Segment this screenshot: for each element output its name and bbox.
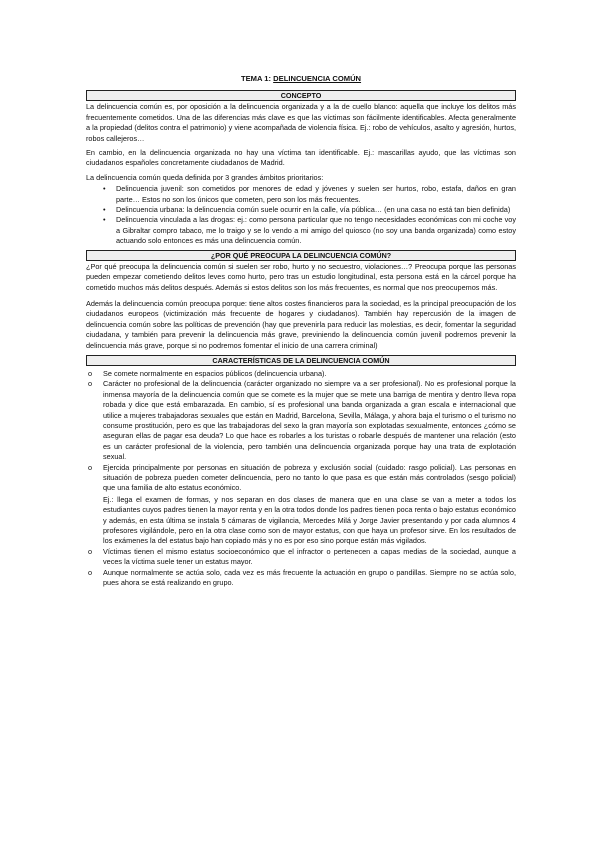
list-marker: o xyxy=(88,368,93,378)
concepto-paragraph-1: La delincuencia común es, por oposición a la delincuencia organizada y a la de cuello blanco: aquella que incluye los delitos más frecuentemente cometidos. Una de las diferencias más clave es que las víctimas son fácilmente identificables. Afecta generalmente a la propiedad (delitos contra el patrimonio) y viene acompañada de violencia física. Ej.: robo de vehículos, asalto y agresión, hurtos, robos callejeros… xyxy=(86,102,516,143)
list-marker: o xyxy=(88,567,93,577)
section-header-concepto: CONCEPTO xyxy=(86,90,516,101)
document-title xyxy=(86,74,516,84)
list-item: • Delincuencia vinculada a las drogas: ej.: como persona particular que no tengo necesidades económicas con mi coche voy a Gibraltar compro tabaco, me lo traigo y se lo vendo a mi amigo del quiosco (no soy una banda organizada) como estoy actuando solo entonces es más una delincuencia común. xyxy=(86,215,516,246)
list-item xyxy=(86,369,516,379)
concepto-paragraph-2: En cambio, en la delincuencia organizada no hay una víctima tan identificable. Ej.: mascarillas ayudo, que las víctimas son ciudadanos españoles concretamente ciudadanos de Madrid. xyxy=(86,148,516,168)
section-header-caracteristicas: CARACTERÍSTICAS DE LA DELINCUENCIA COMÚN xyxy=(86,355,516,366)
list-item-text: Se comete normalmente en espacios públicos (delincuencia urbana). xyxy=(103,368,327,378)
list-marker: o xyxy=(88,546,93,556)
title-topic: DELINCUENCIA COMÚN xyxy=(273,74,362,83)
list-item-example: Ej.: llega el examen de formas, y nos separan en dos clases de manera que en una clase se van a meter a todos los estudiantes cuyos padres tienen la mayor renta y en la otra todos donde los padres tienen poca renta o bajo estatus económico y además, en esta última se instala 5 cámaras de vigilancia, Mercedes Milá y Jorge Javier presentando y por cada alumnos 4 profesores vigilándole, pero en la otra clase como son de mayor estatus, con que haya un profesor sirve. En los resultados de los exámenes la del estatus bajo han copiado más y no es por eso sino porque están más vigilados. xyxy=(103,494,516,546)
list-item-text: Víctimas tienen el mismo estatus socioeconómico que el infractor o pertenecen a capas medias de la sociedad, aunque a veces la víctima suele tener un estatus mayor. xyxy=(103,546,516,567)
list-item xyxy=(86,379,516,462)
preocupa-paragraph-2: Además la delincuencia común preocupa porque: tiene altos costes financieros para la sociedad, es la principal preocupación de los ciudadanos europeos (victimización más frecuente de hogares y ciudadanos). También hay repercusión de la imagen de delincuencia común sobre las políticas de prevención (hay que prevenirla para reducir las molestias, es decir, fomentar la seguridad ciudadana, y también para prevenir la delincuencia más grave, previniendo la delincuencia común juvenil podremos prevenir la delincuencia más grave, porque si no podremos fomentar el inicio de una carrera criminal) xyxy=(86,298,516,350)
preocupa-paragraph-1: ¿Por qué preocupa la delincuencia común si suelen ser robo, hurto y no secuestro, violaciones…? Preocupa porque las personas pueden empezar cometiendo delitos leves como hurto, pero tras un estudio longitudinal, esta persona está en la cárcel porque ha cometido muchos más delitos después. Además si estos delitos son los más frecuentes, es normal que nos preocupemos más. xyxy=(86,261,516,292)
list-item xyxy=(86,547,516,568)
concepto-paragraph-3: La delincuencia común queda definida por 3 grandes ámbitos prioritarios: xyxy=(86,172,324,182)
title-prefix: TEMA 1: xyxy=(240,74,274,83)
list-item-text: Ejercida principalmente por personas en situación de pobreza y exclusión social (cuidado: rasgo policial). Las personas en situación de pobreza pueden cometer delincuencia, pero no tanto lo que pasa es que están más controlados (sesgo policial) que una familia de alto estatus económico. xyxy=(103,462,516,493)
list-marker: o xyxy=(88,462,93,472)
caracteristicas-list xyxy=(86,369,516,589)
ambitos-list xyxy=(86,184,516,246)
list-item-text: Carácter no profesional de la delincuencia (carácter organizado no siempre va a ser profesional). No es profesional porque la inmensa mayoría de la delincuencia común que se comete es la mujer que se mete una barriga de mentira y dentro lleva ropa robada y dice que está embarazada. En cambio, sí es profesional una banda organizada a gran escala e internacional que utilice a mujeres trabajadoras sexuales que están en Madrid, Barcelona, Sevilla, Málaga, y ahora baja el turismo o el turismo no consume prostitución, pero es que las trabajadoras del sexo la gran mayoría son explotadas sexualmente, entonces ¿cómo se aseguran ellas de pagar esa deuda? Lo que hace es robarles a los turistas o robarle después de mantener una relación (esto es un carácter profesional de la violencia, pero también una delincuencia organizada porque hay una trata de explotación sexual. xyxy=(103,379,516,462)
list-item-text: Aunque normalmente se actúa solo, cada vez es más frecuente la actuación en grupo o pandillas. Siempre no se actúa solo, pues ahora se está realizando en grupo. xyxy=(103,567,516,588)
list-item xyxy=(86,463,516,547)
list-item xyxy=(86,568,516,589)
list-item: • Delincuencia juvenil: son cometidos por menores de edad y jóvenes y suelen ser hurtos, robo, estafa, daños en gran parte… Estos no son los únicos que cometen, pero son los más frecuentes. xyxy=(86,184,516,205)
document-page xyxy=(86,74,516,588)
section-header-preocupa: ¿POR QUÉ PREOCUPA LA DELINCUENCIA COMÚN? xyxy=(86,250,516,261)
list-marker: o xyxy=(88,379,93,389)
list-item: • Delincuencia urbana: la delincuencia común suele ocurrir en la calle, vía pública… (en una casa no está tan bien definida) xyxy=(86,205,516,215)
